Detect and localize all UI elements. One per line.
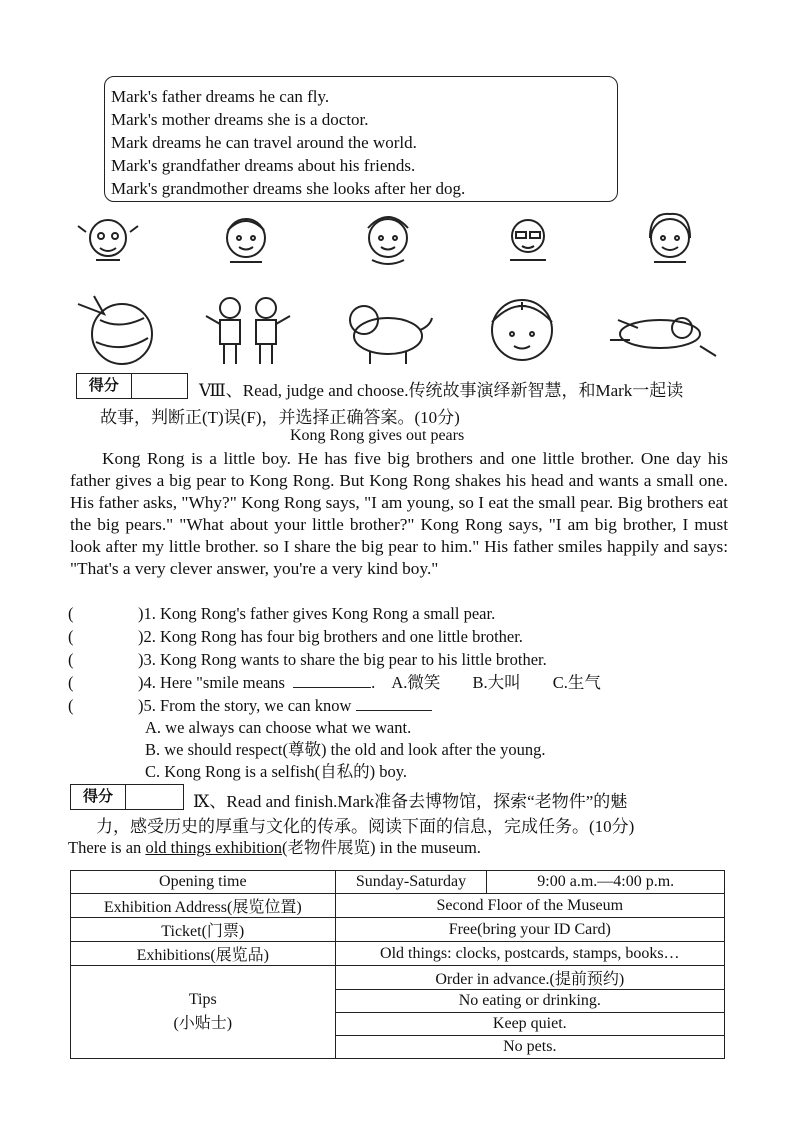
- ticket-label: Ticket(门票): [71, 918, 336, 942]
- grandmother-face-icon: [368, 217, 408, 264]
- doctor-face-icon: [492, 300, 552, 360]
- address-value: Second Floor of the Museum: [335, 894, 724, 918]
- family-portraits-illustration: [70, 210, 730, 270]
- opening-time-label: Opening time: [71, 871, 336, 894]
- question-text: )5. From the story, we can know: [138, 696, 352, 715]
- tips-label: Tips (小贴士): [71, 966, 336, 1059]
- score-label: 得分: [77, 374, 132, 398]
- answer-blank[interactable]: [356, 710, 432, 711]
- tip-item: Keep quiet.: [335, 1013, 724, 1036]
- father-face-icon: [227, 219, 265, 262]
- question-2: ( )2. Kong Rong has four big brothers and one little brother.: [68, 627, 523, 646]
- world-globe-icon: [78, 296, 152, 364]
- table-row: [71, 966, 725, 990]
- score-label: 得分: [71, 785, 126, 809]
- section9-title-line1: Ⅸ、Read and finish.Mark准备去博物馆，探索“老物件”的魅: [193, 792, 628, 811]
- option-b: B.大叫: [472, 673, 521, 692]
- section9-title-line2: 力，感受历史的厚重与文化的传承。阅读下面的信息，完成任务。(10分): [96, 817, 635, 836]
- friends-icon: [206, 298, 290, 364]
- dream-line: Mark's grandmother dreams she looks after her dog.: [111, 179, 466, 198]
- dream-line: Mark's mother dreams she is a doctor.: [111, 110, 369, 129]
- question-text: )3. Kong Rong wants to share the big pear to his little brother.: [138, 650, 547, 669]
- question-text: )2. Kong Rong has four big brothers and one little brother.: [138, 627, 523, 646]
- score-blank[interactable]: [132, 374, 187, 398]
- story-title: Kong Rong gives out pears: [290, 427, 465, 444]
- dog-icon: [350, 306, 432, 364]
- table-row: [71, 871, 725, 894]
- dream-line: Mark's father dreams he can fly.: [111, 87, 330, 106]
- story-paragraph: [70, 448, 728, 580]
- score-box-8: [76, 373, 188, 399]
- question-text: )1. Kong Rong's father gives Kong Rong a small pear.: [138, 604, 496, 623]
- question-3: ( )3. Kong Rong wants to share the big pear to his little brother.: [68, 650, 547, 669]
- table-row: [71, 942, 725, 966]
- dream-line: Mark's grandfather dreams about his friends.: [111, 156, 416, 175]
- mark-face-icon: [510, 220, 546, 260]
- table-row: [71, 894, 725, 918]
- exhibition-name: old things exhibition: [145, 838, 283, 857]
- exhibition-info-table: [70, 870, 725, 1059]
- question-5: ( )5. From the story, we can know: [68, 695, 432, 717]
- exhibition-intro: There is an old things exhibition(老物件展览) in the museum.: [68, 838, 481, 857]
- flying-person-icon: [610, 318, 716, 356]
- ticket-value: Free(bring your ID Card): [335, 918, 724, 942]
- exhibitions-label: Exhibitions(展览品): [71, 942, 336, 966]
- score-blank[interactable]: [126, 785, 182, 809]
- grandfather-face-icon: [78, 220, 138, 260]
- question-4: ( )4. Here "smile means . A.微笑 B.大叫 C.生气: [68, 673, 601, 692]
- section8-title-line2: 故事，判断正(T)误(F)，并选择正确答案。(10分): [100, 408, 460, 427]
- address-label: Exhibition Address(展览位置): [71, 894, 336, 918]
- table-row: [71, 918, 725, 942]
- section8-title-line1: Ⅷ、Read, judge and choose.传统故事演绎新智慧，和Mark一起读: [199, 381, 684, 400]
- tip-item: No pets.: [335, 1036, 724, 1059]
- opening-days: Sunday-Saturday: [335, 871, 487, 894]
- opening-hours: 9:00 a.m.—4:00 p.m.: [487, 871, 725, 894]
- mother-face-icon: [650, 214, 690, 262]
- option-5b: B. we should respect(尊敬) the old and look after the young.: [145, 740, 546, 759]
- tip-item: Order in advance.(提前预约): [335, 966, 724, 990]
- score-box-9: [70, 784, 184, 810]
- question-1: ( )1. Kong Rong's father gives Kong Rong a small pear.: [68, 604, 496, 623]
- option-c: C.生气: [552, 673, 601, 692]
- question-text: )4. Here "smile means: [138, 673, 285, 692]
- dream-line: Mark dreams he can travel around the world.: [111, 133, 417, 152]
- option-5a: A. we always can choose what we want.: [145, 718, 412, 737]
- option-5c: C. Kong Rong is a selfish(自私的) boy.: [145, 762, 408, 781]
- story-text: Kong Rong is a little boy. He has five big brothers and one little brother. One day his father gives a big pear to Kong Rong. But Kong Rong shakes his head and wants a small one. His father asks, "Why?" Kong Rong says, "I am young, so I eat the small pear. Big brothers eat the big pears." "What about your little brother?" Kong Rong says, "I am big brother, I must look after my little brother. so I share the big pear to him." His father smiles happily and says: "That's a very clever answer, you're a very kind boy.": [70, 449, 728, 578]
- exhibitions-value: Old things: clocks, postcards, stamps, books…: [335, 942, 724, 966]
- option-a: A.微笑: [391, 673, 441, 692]
- tip-item: No eating or drinking.: [335, 990, 724, 1013]
- dreams-box: [104, 76, 618, 202]
- answer-blank[interactable]: [293, 687, 371, 688]
- dream-pictures-illustration: [70, 290, 730, 370]
